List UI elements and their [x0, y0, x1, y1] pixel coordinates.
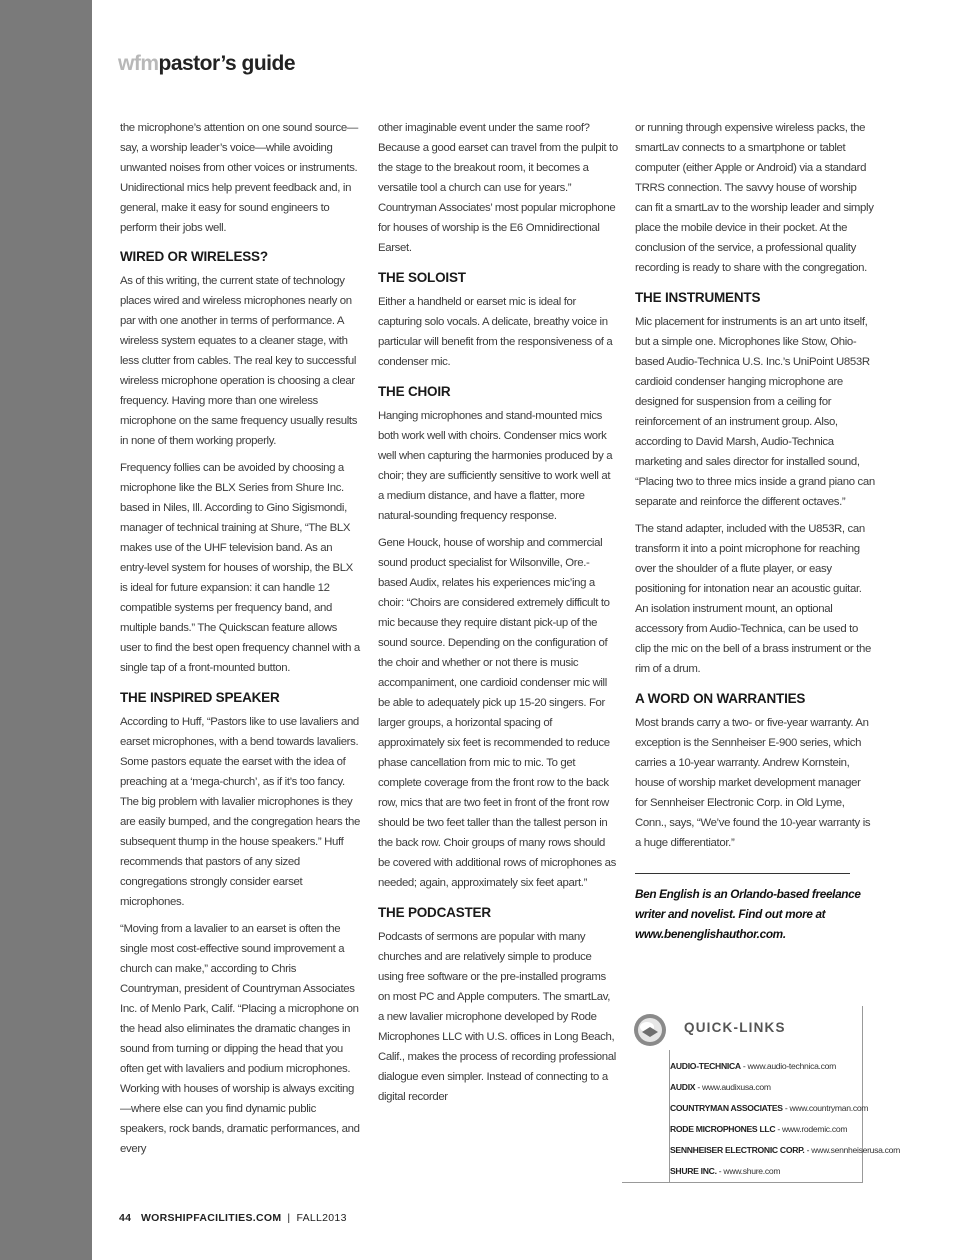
list-item: COUNTRYMAN ASSOCIATES - www.countryman.com	[670, 1103, 869, 1113]
section-heading-soloist: THE SOLOIST	[378, 270, 466, 285]
company-name: AUDIX	[670, 1082, 696, 1092]
section-heading-choir: THE CHOIR	[378, 384, 451, 399]
paragraph: Mic placement for instruments is an art unto itself, but a simple one. Microphones like Stow, Ohio-based Audio-Technica U.S. Inc.’s UniPoint U853R cardioid condenser hanging microphone are designed for suspension from a ceiling for reinforcement of an instrument group. Also, according to David Marsh, Audio-Technica marketing and sales director for installed sound, “Placing two to three mics inside a grand piano can separate and reinforce the different octaves.”	[635, 316, 875, 508]
quick-links-box	[622, 1006, 901, 1183]
section-heading-wired-wireless: WIRED OR WIRELESS?	[120, 249, 268, 264]
list-item: AUDIO-TECHNICA - www.audio-technica.com	[670, 1061, 836, 1071]
section-heading-inspired-speaker: THE INSPIRED SPEAKER	[120, 690, 280, 705]
paragraph: “Moving from a lavalier to an earset is often the single most cost-effective sound improvement a church can make,” according to Chris Countryman, president of Countryman Associates Inc. of Menlo Park, Calif. “Placing a microphone on the head also eliminates the dramatic changes in sound from turning or dipping the head that you often get with lavaliers and podium microphones. Working with houses of worship is always exciting—where else can you find dynamic public speakers, rock bands, dramatic performances, and every	[120, 923, 360, 1155]
paragraph: Gene Houck, house of worship and commercial sound product specialist for Wilsonville, Ore.-based Audix, relates his experiences mic’ing a choir: “Choirs are considered extremely difficult to mic because they require distant pick-up of the sound source. Depending on the configuration of the choir and whether or not there is music accompaniment, one cardioid condenser mic will be able to adequately pick up 15-20 singers. For larger groups, a horizontal spacing of approximately six feet is recommended to reduce phase cancellation from mic to mic. To get complete coverage from the front row to the back row, mics that are two feet in front of the front row should be two feet taller than the tallest person in the back row. Choir groups of many rows should be covered with additional rows of microphones as needed; again, approximately six feet apart.”	[378, 537, 617, 889]
footer-separator: |	[287, 1212, 291, 1224]
section-header	[118, 52, 295, 76]
company-url[interactable]: www.audixusa.com	[702, 1082, 771, 1092]
paragraph: Hanging microphones and stand-mounted mics both work well with choirs. Condenser mics work well when capturing the harmonies produced by a choir; they are sufficiently sensitive to work well at a medium distance, and have a flatter, more natural-sounding frequency response.	[378, 410, 613, 522]
paragraph: other imaginable event under the same roof? Because a good earset can travel from the pulpit to the stage to the breakout room, it becomes a versatile tool a church can use for years.” Countryman Associates’ most popular microphone for houses of worship is the E6 Omnidirectional Earset.	[378, 122, 618, 254]
page-number: 44	[119, 1212, 132, 1224]
company-url[interactable]: www.rodemic.com	[782, 1124, 848, 1134]
paragraph: The stand adapter, included with the U853R, can transform it into a point microphone for reaching over the shoulder of a flute player, or easy positioning for intonation near an acoustic guitar. An isolation instrument mount, an optional accessory from Audio-Technica, can be used to clip the mic on the bell of a brass instrument or the rim of a drum.	[635, 523, 871, 675]
list-item: AUDIX - www.audixusa.com	[670, 1082, 771, 1092]
column-1	[120, 118, 360, 1166]
paragraph: or running through expensive wireless packs, the smartLav connects to a smartphone or tablet computer (either Apple or Android) via a standard TRRS connection. The savvy house of worship can fit a smartLav to the worship leader and simply place the mobile device in their pocket. At the conclusion of the service, a professional quality recording is ready to share with the congregation.	[635, 122, 874, 274]
company-name: COUNTRYMAN ASSOCIATES	[670, 1103, 783, 1113]
column-2	[378, 118, 618, 1114]
section-heading-instruments: THE INSTRUMENTS	[635, 290, 761, 305]
quick-links-badge-icon	[633, 1013, 667, 1047]
quick-links-list	[670, 1056, 901, 1182]
list-item: RODE MICROPHONES LLC - www.rodemic.com	[670, 1124, 848, 1134]
column-3	[635, 118, 875, 951]
company-url[interactable]: www.countryman.com	[789, 1103, 869, 1113]
company-url[interactable]: www.sennheiserusa.com	[811, 1145, 901, 1155]
page-footer	[119, 1212, 347, 1224]
company-url[interactable]: www.shure.com	[723, 1166, 781, 1176]
quick-links-title: QUICK-LINKS	[684, 1020, 786, 1035]
author-bio: Ben English is an Orlando-based freelance writer and novelist. Find out more at www.benenglishauthor.com.	[635, 887, 861, 941]
left-margin-bar	[0, 0, 92, 1260]
company-name: RODE MICROPHONES LLC	[670, 1124, 776, 1134]
bio-divider	[635, 873, 850, 874]
section-heading-warranties: A WORD ON WARRANTIES	[635, 691, 806, 706]
list-item: SHURE INC. - www.shure.com	[670, 1166, 781, 1176]
section-heading-podcaster: THE PODCASTER	[378, 905, 491, 920]
header-prefix: wfm	[118, 52, 159, 75]
footer-site: WORSHIPFACILITIES.COM	[140, 1212, 282, 1224]
paragraph: Podcasts of sermons are popular with many churches and are relatively simple to produce using free software or the pre-installed programs on most PC and Apple computers. The smartLav, a new lavalier microphone developed by Rode Microphones LLC with U.S. offices in Long Beach, Calif., makes the process of recording professional dialogue even simpler. Instead of connecting to a digital recorder	[378, 931, 616, 1103]
paragraph: the microphone’s attention on one sound source—say, a worship leader’s voice—while avoiding unwanted noises from other voices or instruments. Unidirectional mics help prevent feedback and, in general, make it easy for sound engineers to perform their jobs well.	[120, 122, 358, 234]
paragraph: Either a handheld or earset mic is ideal for capturing solo vocals. A delicate, breathy voice in particular will benefit from the responsiveness of a condenser mic.	[378, 296, 613, 368]
company-name: SENNHEISER ELECTRONIC CORP.	[670, 1145, 805, 1155]
company-url[interactable]: www.audio-technica.com	[747, 1061, 836, 1071]
list-item: SENNHEISER ELECTRONIC CORP. - www.sennheiserusa.com	[670, 1145, 901, 1155]
company-name: SHURE INC.	[670, 1166, 717, 1176]
footer-issue: FALL2013	[296, 1212, 347, 1224]
paragraph: Most brands carry a two- or five-year warranty. An exception is the Sennheiser E-900 series, which carries a 10-year warranty. Andrew Kornstein, house of worship market development manager for Sennheiser Electronic Corp. in Old Lyme, Conn., says, “We’ve found the 10-year warranty is a huge differentiator.”	[635, 717, 871, 849]
paragraph: Frequency follies can be avoided by choosing a microphone like the BLX Series from Shure Inc. based in Niles, Ill. According to Gino Sigismondi, manager of technical training at Shure, “The BLX makes use of the UHF television band. As an entry-level system for houses of worship, the BLX is ideal for future expansion: it can handle 12 compatible systems per frequency band, and multiple bands.” The Quickscan feature allows user to find the best open frequency channel with a single tap of a front-mounted button.	[120, 462, 360, 674]
paragraph: According to Huff, “Pastors like to use lavaliers and earset microphones, with a bend towards lavaliers. Some pastors equate the earset with the idea of preaching at a ‘mega-church’, as if it’s too fancy. The big problem with lavalier microphones is they are easily bumped, and the congregation hears the subsequent thump in the house speakers.” Huff recommends that pastors of any sized congregations strongly consider earset microphones.	[120, 716, 360, 908]
paragraph: As of this writing, the current state of technology places wired and wireless microphones nearly on par with one another in terms of performance. A wireless system equates to a cleaner stage, with less clutter from cables. The real key to successful wireless microphone operation is choosing a clear frequency. Having more than one wireless microphone on the same frequency usually results in none of them working properly.	[120, 275, 358, 447]
company-name: AUDIO-TECHNICA	[670, 1061, 741, 1071]
quick-links-header	[622, 1006, 862, 1050]
header-title: pastor’s guide	[158, 52, 296, 75]
